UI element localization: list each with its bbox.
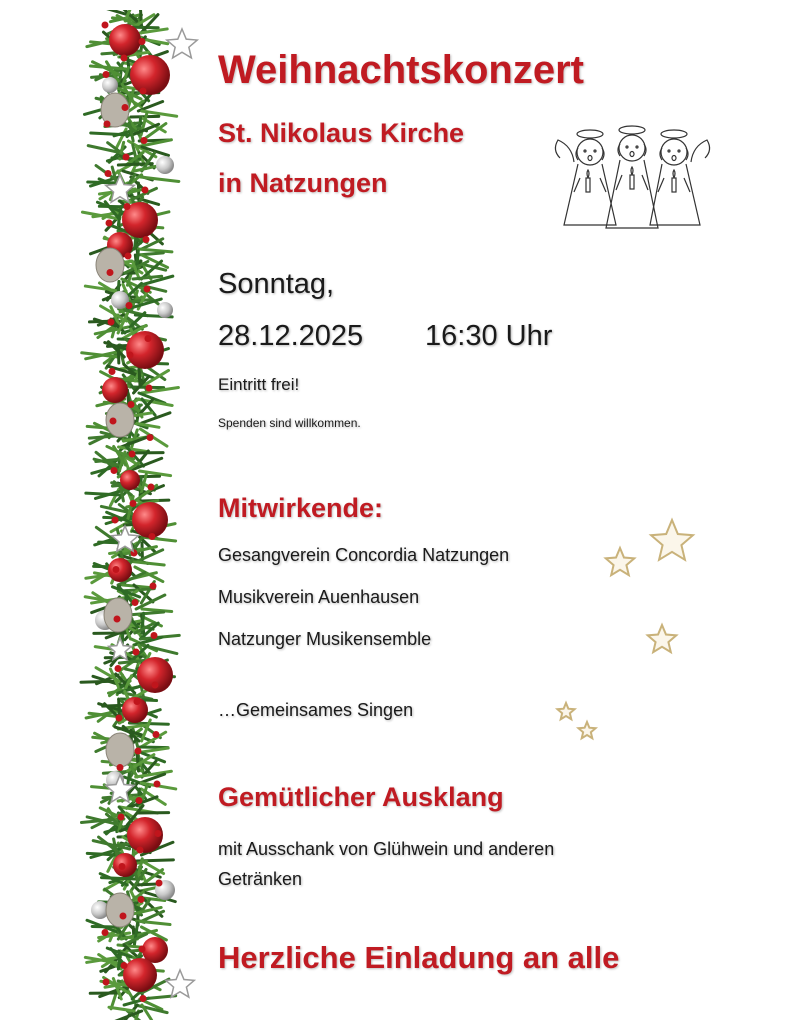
event-time: 16:30 Uhr: [425, 320, 553, 352]
invitation-line: Herzliche Einladung an alle: [218, 940, 620, 975]
page-title: Weihnachtskonzert: [218, 48, 584, 92]
performer-item: Gesangverein Concordia Natzungen: [218, 545, 510, 565]
star-icon: [651, 520, 693, 560]
entry-note: Eintritt frei!: [218, 375, 300, 394]
christmas-garland-icon: [60, 10, 200, 1020]
event-date: 28.12.2025: [218, 320, 364, 352]
star-icon: [606, 548, 635, 575]
star-icon: [648, 625, 677, 652]
angels-choir-icon: [550, 120, 715, 235]
closing-text: mit Ausschank von Glühwein und anderen Getränken: [218, 839, 555, 889]
event-day: Sonntag,: [218, 268, 335, 300]
performer-item: Natzunger Musikensemble: [218, 629, 432, 649]
venue-line-1: St. Nikolaus Kirche: [218, 118, 465, 148]
star-icon: [578, 722, 595, 738]
performer-item: Musikverein Auenhausen: [218, 587, 420, 607]
singing-note: …Gemeinsames Singen: [218, 700, 414, 720]
closing-heading: Gemütlicher Ausklang: [218, 782, 504, 812]
donations-note: Spenden sind willkommen.: [218, 416, 361, 430]
star-icon: [557, 703, 574, 719]
venue-line-2: in Natzungen: [218, 168, 388, 198]
performers-heading: Mitwirkende:: [218, 493, 384, 523]
